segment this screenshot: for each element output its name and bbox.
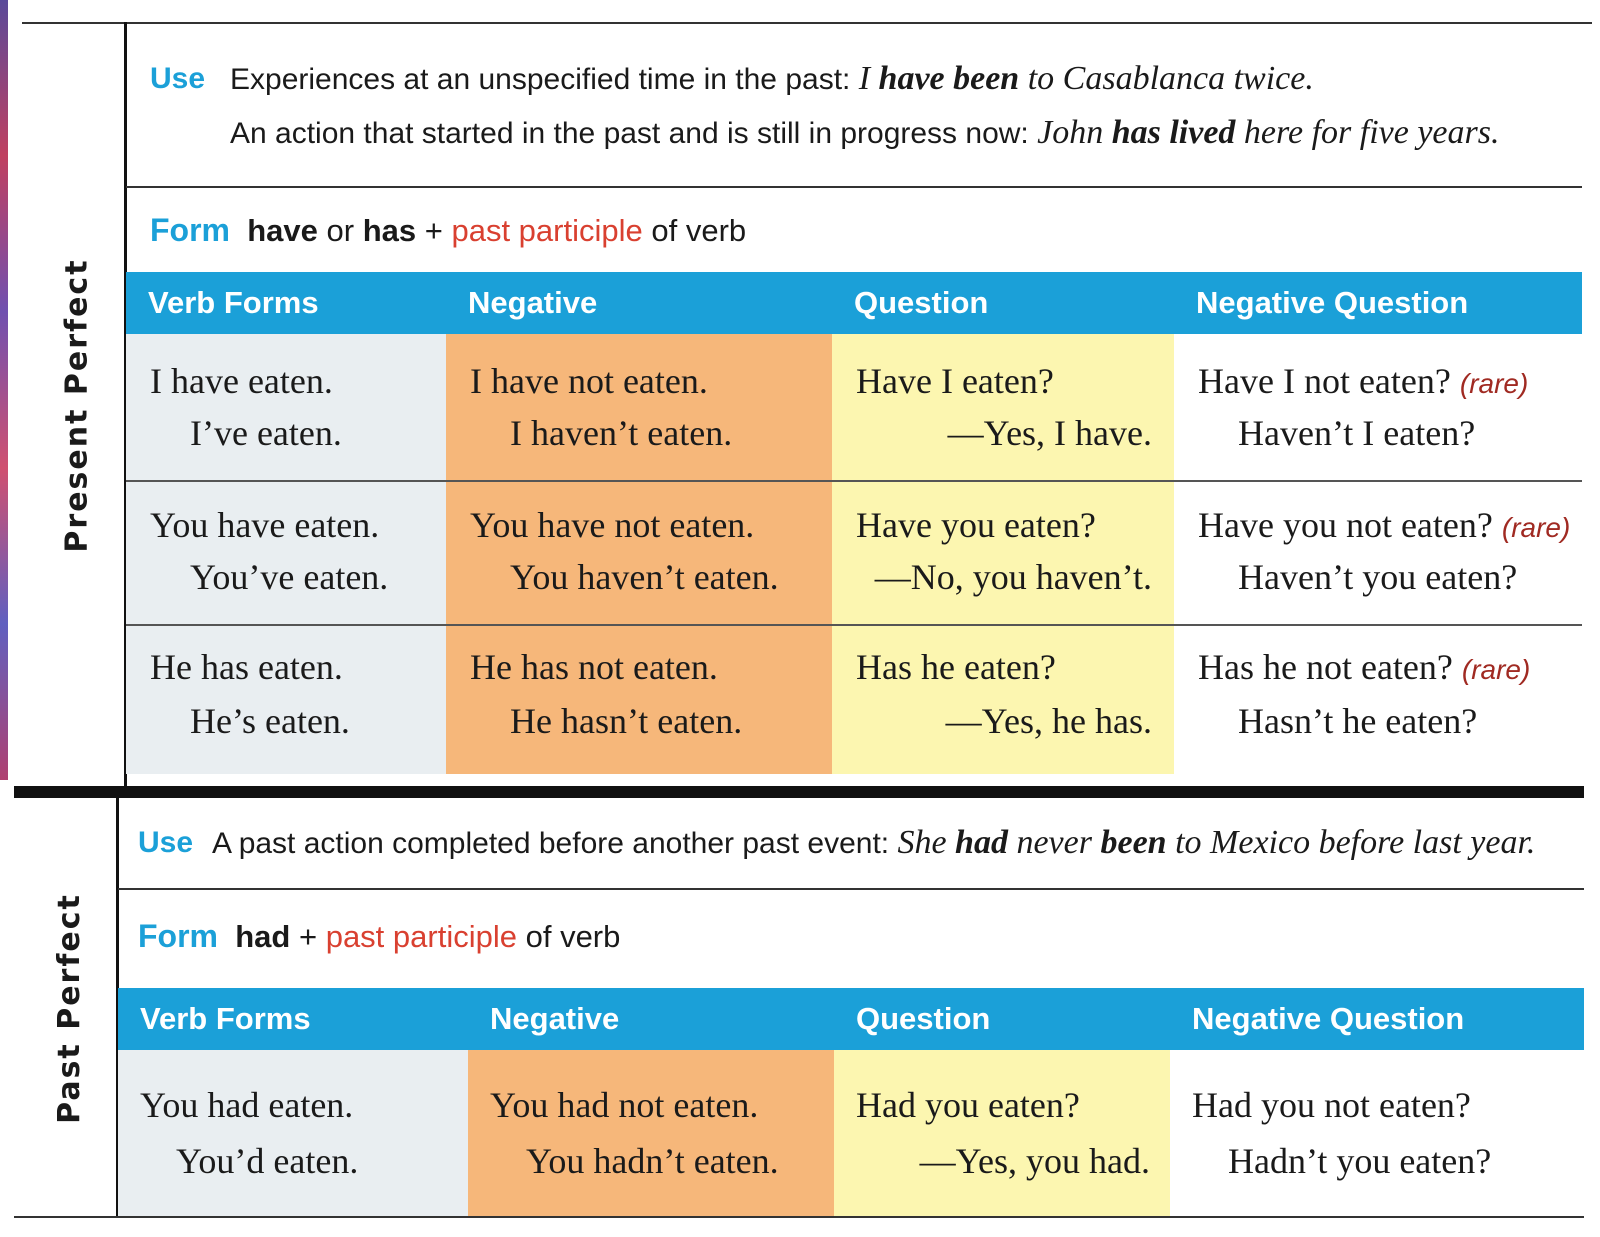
present-perfect-title: Present Perfect [59, 257, 95, 553]
negative-cell: I have not eaten. I haven’t eaten. [446, 334, 832, 480]
present-form-line: Form have or has + past participle of verb [150, 212, 747, 248]
present-use-line-2 [230, 114, 1499, 152]
past-row-1 [118, 1050, 1584, 1216]
use-text: Experiences at an unspecified time in the past: [230, 63, 859, 96]
past-use-keyword: Use [138, 826, 194, 859]
negative-cell: You had not eaten. You hadn’t eaten. [468, 1050, 834, 1216]
negative-question-cell: Have you not eaten? (rare) Haven’t you eaten? [1174, 482, 1582, 624]
past-perfect-label [22, 798, 116, 1218]
question-cell: Have you eaten? —No, you haven’t. [832, 482, 1174, 624]
form-past-participle: past participle [325, 919, 517, 954]
form-past-participle: past participle [451, 213, 643, 248]
verb-form-cell: You had eaten. You’d eaten. [118, 1050, 468, 1216]
present-use-line-1 [230, 60, 1314, 98]
form-had: had [235, 919, 291, 954]
negative-question-cell: Had you not eaten? Hadn’t you eaten? [1170, 1050, 1584, 1216]
page-edge-decoration [0, 0, 8, 780]
header-negative: Negative [468, 285, 598, 320]
negative-cell: He has not eaten. He hasn’t eaten. [446, 626, 832, 774]
present-use-separator [126, 186, 1582, 188]
negative-question-cell: Has he not eaten? (rare) Hasn’t he eaten? [1174, 626, 1582, 774]
negative-question-cell: Have I not eaten? (rare) Haven’t I eaten? [1174, 334, 1582, 480]
present-perfect-label [30, 24, 124, 786]
question-cell: Has he eaten? —Yes, he has. [832, 626, 1174, 774]
past-use-separator [118, 888, 1584, 890]
bottom-rule [14, 1216, 1584, 1218]
form-keyword: Form [138, 918, 218, 954]
header-question: Question [856, 1001, 991, 1036]
verb-form-cell: I have eaten. I’ve eaten. [126, 334, 446, 480]
header-negative-question: Negative Question [1196, 285, 1469, 320]
rare-note: (rare) [1501, 512, 1571, 543]
form-have: have [247, 213, 318, 248]
header-verb-forms: Verb Forms [140, 1001, 311, 1036]
use-text: A past action completed before another past event: [212, 827, 898, 860]
header-negative: Negative [490, 1001, 620, 1036]
use-example: She had never been to Mexico before last year. [897, 824, 1536, 861]
present-row-1 [126, 334, 1582, 480]
verb-form-cell: He has eaten. He’s eaten. [126, 626, 446, 774]
question-cell: Have I eaten? —Yes, I have. [832, 334, 1174, 480]
form-has: has [362, 213, 417, 248]
present-use-keyword: Use [150, 62, 206, 95]
header-negative-question: Negative Question [1192, 1001, 1465, 1036]
past-use-line [212, 824, 1535, 862]
form-keyword: Form [150, 212, 230, 248]
present-row-2 [126, 482, 1582, 624]
present-table-header [126, 272, 1582, 334]
past-perfect-title: Past Perfect [51, 892, 87, 1124]
present-row-3 [126, 626, 1582, 774]
past-table-header [118, 988, 1584, 1050]
question-cell: Had you eaten? —Yes, you had. [834, 1050, 1170, 1216]
top-rule [22, 22, 1592, 24]
negative-cell: You have not eaten. You haven’t eaten. [446, 482, 832, 624]
verb-form-cell: You have eaten. You’ve eaten. [126, 482, 446, 624]
use-text: An action that started in the past and is still in progress now: [230, 117, 1038, 150]
rare-note: (rare) [1461, 654, 1531, 685]
past-form-line: Form had + past participle of verb [138, 918, 621, 954]
rare-note: (rare) [1459, 368, 1529, 399]
use-example: John has lived here for five years. [1037, 114, 1500, 151]
section-divider [14, 786, 1584, 798]
use-example: I have been to Casablanca twice. [858, 60, 1314, 97]
header-question: Question [854, 285, 989, 320]
header-verb-forms: Verb Forms [148, 285, 319, 320]
